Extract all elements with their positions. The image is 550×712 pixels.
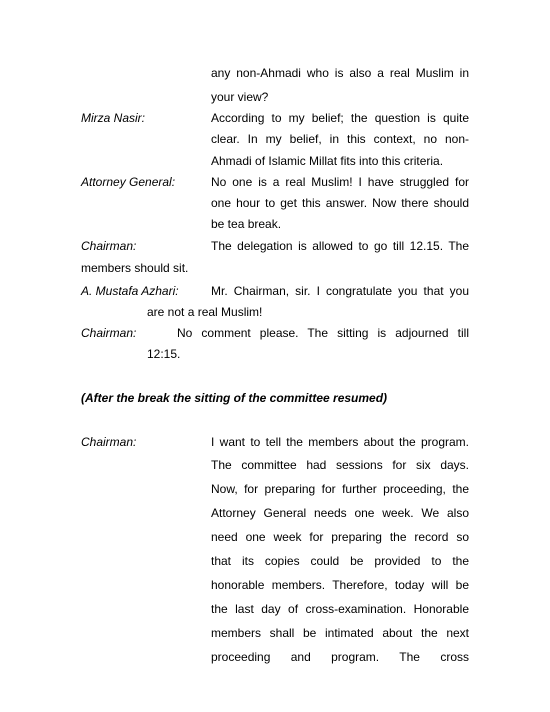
speaker-label: Mirza Nasir: (81, 111, 146, 125)
transcript-line: members shall be intimated about the next (211, 626, 469, 640)
transcript-line: your view? (211, 90, 269, 104)
transcript-line: 12:15. (147, 347, 181, 361)
transcript-line: need one week for preparing the record so (211, 530, 469, 544)
transcript-line: be tea break. (211, 217, 282, 231)
transcript-line: clear. In my belief, in this context, no non- (211, 132, 469, 146)
transcript-line: No one is a real Muslim! I have struggled for (211, 175, 469, 189)
transcript-line: are not a real Muslim! (147, 305, 263, 319)
transcript-line: the last day of cross-examination. Honorable (211, 602, 469, 616)
speaker-label: A. Mustafa Azhari: (81, 284, 179, 298)
transcript-line: that its copies could be provided to the (211, 554, 469, 568)
transcript-line: Now, for preparing for further proceeding, the (211, 482, 469, 496)
transcript-line: any non-Ahmadi who is also a real Muslim in (211, 66, 469, 80)
speaker-label: Attorney General: (81, 175, 176, 189)
transcript-line: Ahmadi of Islamic Millat fits into this criteria. (211, 154, 444, 168)
section-heading: (After the break the sitting of the committee resumed) (81, 391, 388, 405)
transcript-line: honorable members. Therefore, today will be (211, 578, 469, 592)
speaker-label: Chairman: (81, 435, 137, 449)
transcript-line: The committee had sessions for six days. (211, 458, 469, 472)
transcript-line: one hour to get this answer. Now there should (211, 196, 469, 210)
transcript-line: members should sit. (81, 261, 189, 275)
transcript-line: I want to tell the members about the program. (211, 435, 469, 449)
transcript-line: Attorney General needs one week. We also (211, 506, 469, 520)
transcript-line: proceeding and program. The cross (211, 650, 469, 664)
speaker-label: Chairman: (81, 239, 137, 253)
transcript-line: Mr. Chairman, sir. I congratulate you that you (211, 284, 469, 298)
transcript-line: No comment please. The sitting is adjourned till (177, 326, 469, 340)
transcript-line: The delegation is allowed to go till 12.15. The (211, 239, 469, 253)
speaker-label: Chairman: (81, 326, 137, 340)
transcript-line: According to my belief; the question is quite (211, 111, 469, 125)
